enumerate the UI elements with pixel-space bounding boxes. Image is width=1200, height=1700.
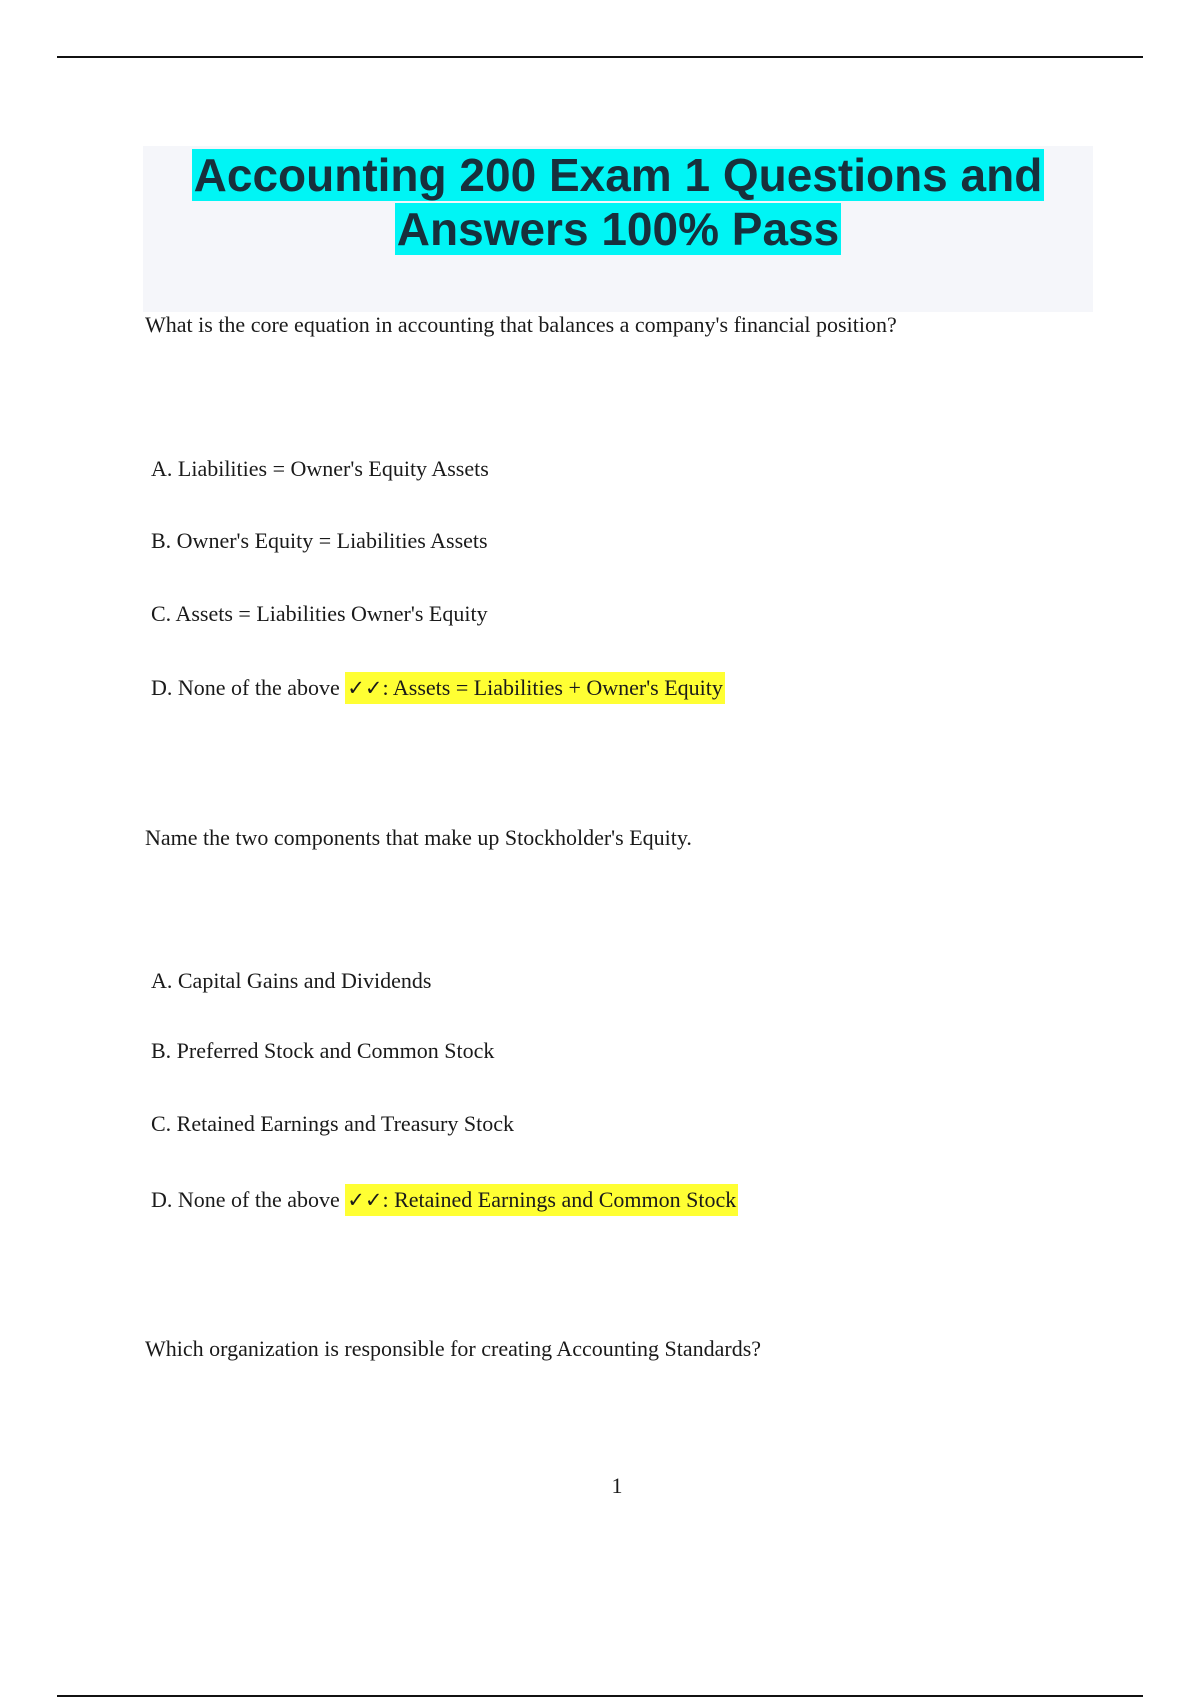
q1-option-c: C. Assets = Liabilities Owner's Equity [151,601,488,626]
checkmark-icon: ✓✓ [347,676,383,700]
question-3: Which organization is responsible for creating Accounting Standards? [145,1336,762,1361]
title-line-1: Accounting 200 Exam 1 Questions and [193,149,1043,201]
top-rule [57,56,1143,58]
q1-answer-text: : Assets = Liabilities + Owner's Equity [382,675,723,700]
q1-option-d-label: D. None of the above [151,675,346,700]
q1-option-a: A. Liabilities = Owner's Equity Assets [151,456,489,481]
q1-option-d [151,674,725,702]
q2-option-c: C. Retained Earnings and Treasury Stock [151,1111,514,1136]
title-line-2: Answers 100% Pass [396,203,840,255]
q1-option-b: B. Owner's Equity = Liabilities Assets [151,528,488,553]
question-1: What is the core equation in accounting that balances a company's financial position? [145,312,897,337]
checkmark-icon: ✓✓ [347,1188,383,1212]
q2-answer-text: : Retained Earnings and Common Stock [382,1187,737,1212]
title-block [143,146,1093,312]
q2-option-a: A. Capital Gains and Dividends [151,968,432,993]
q2-option-d-label: D. None of the above [151,1187,346,1212]
page-title [143,146,1093,256]
page-number: 1 [611,1473,623,1498]
bottom-rule [57,1695,1143,1697]
q1-answer-highlight [345,672,725,704]
q2-option-d [151,1186,738,1214]
q2-option-b: B. Preferred Stock and Common Stock [151,1038,495,1063]
question-2: Name the two components that make up Stockholder's Equity. [145,825,692,850]
q2-answer-highlight [345,1184,738,1216]
